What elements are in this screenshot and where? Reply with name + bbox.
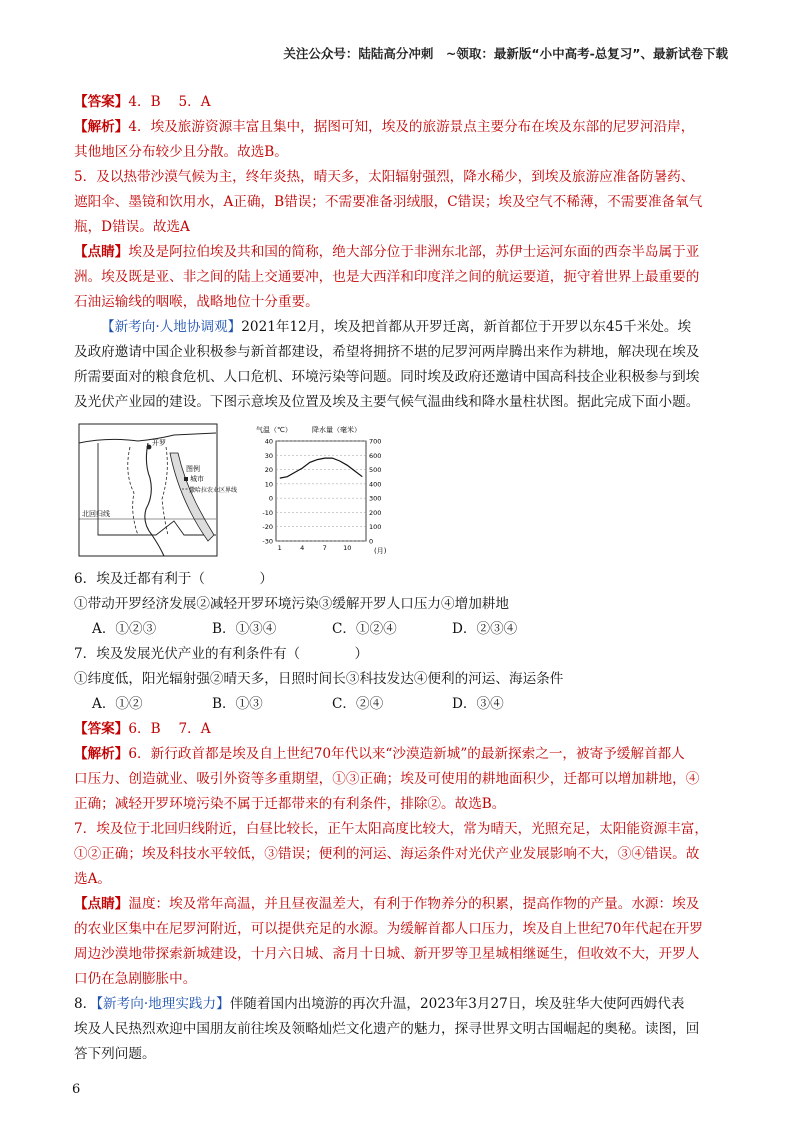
- question-8-line: 答下列问题。: [74, 1046, 156, 1062]
- analysis-line: 瓶，D错误。故选A: [74, 219, 190, 235]
- map-legend-title: 图例: [186, 465, 200, 473]
- left-tick-label: 20: [264, 466, 273, 475]
- option-a[interactable]: A．①②③: [92, 621, 157, 637]
- right-tick-label: 400: [369, 480, 382, 489]
- tip-line: 石油运输线的咽喉，战略地位十分重要。: [74, 294, 319, 310]
- page-number: 6: [72, 1082, 81, 1097]
- tip-line: 的农业区集中在尼罗河附近，可以提供充足的水源。为缓解首都人口压力，埃及自上世纪70年代起在开罗: [74, 921, 704, 937]
- analysis-line: 正确；减轻开罗环境污染不属于迁都带来的有利条件，排除②。故选B。: [74, 796, 506, 812]
- right-tick-label: 300: [369, 494, 382, 503]
- x-tick-label: 7: [322, 544, 327, 552]
- right-tick-label: 600: [369, 451, 382, 460]
- analysis-line: 遮阳伞、墨镜和饮用水，A正确，B错误；不需要准备羽绒服，C错误；埃及空气不稀薄，不需要准备氧气: [74, 194, 703, 210]
- right-tick-label: 700: [369, 437, 382, 446]
- option-d[interactable]: D．②③④: [452, 621, 518, 637]
- option-b[interactable]: B．①③④: [212, 621, 277, 637]
- analysis-line: 【解析】6．新行政首都是埃及自上世纪70年代以来“沙漠造新城”的最新探索之一，被寄予缓解首都人: [74, 746, 685, 762]
- left-tick-label: 10: [264, 480, 273, 489]
- analysis-line: 【解析】4．埃及旅游资源丰富且集中，据图可知，埃及的旅游景点主要分布在埃及东部的尼罗河沿岸，: [74, 119, 695, 135]
- option-a[interactable]: A．①②: [92, 696, 143, 712]
- egypt-map: [78, 423, 238, 557]
- question-7-options: [74, 692, 734, 717]
- tip-line: 口仍在急剧膨胀中。: [74, 971, 197, 987]
- tip-line: 周边沙漠地带探索新城建设，十月六日城、斋月十日城、新开罗等卫星城相继诞生，但收效不大，开罗人: [74, 946, 700, 962]
- left-tick-label: -30: [262, 537, 273, 546]
- question-8-line: 8．【新考向·地理实践力】伴随着国内出境游的再次升温，2023年3月27日，埃及驻华大使阿西姆代表: [74, 996, 685, 1012]
- option-c[interactable]: C．①②④: [332, 621, 397, 637]
- intro-line: 【新考向·人地协调观】2021年12月，埃及把首都从开罗迁离，新首都位于开罗以东45千米处。埃: [101, 319, 692, 335]
- answer-line-2: 【答案】6．B 7．A: [74, 721, 211, 737]
- tip-line: 【点睛】埃及是阿拉伯埃及共和国的简称，绝大部分位于非洲东北部，苏伊士运河东面的西奈半岛属于亚: [74, 244, 700, 260]
- city-marker: [147, 445, 152, 450]
- intro-line: 及光伏产业园的建设。下图示意埃及位置及埃及主要气候气温曲线和降水量柱状图。据此完成下面小题。: [74, 394, 700, 410]
- analysis-line: ①②正确；埃及科技水平较低，③错误；便利的河运、海运条件对光伏产业发展影响不大，③④错误。故: [74, 846, 700, 862]
- left-tick-label: 40: [264, 437, 273, 446]
- left-tick-label: -20: [262, 523, 273, 532]
- tip-line: 【点睛】温度：埃及常年高温，并且昼夜温差大，有利于作物养分的积累，提高作物的产量。水源：埃及: [74, 896, 700, 912]
- map-legend-city: 城市: [190, 475, 204, 483]
- climate-chart: [254, 423, 414, 557]
- climate-ylabel-right: 降水量（毫米）: [312, 426, 361, 434]
- climate-xlabel: (月): [374, 547, 387, 555]
- map-cairo-label: 开罗: [152, 439, 166, 447]
- analysis-line: 口压力、创造就业、吸引外资等多重期望，①③正确；埃及可使用的耕地面积少，迁都可以增加耕地，④: [74, 771, 700, 787]
- figure-row: [74, 423, 734, 563]
- option-b[interactable]: B．①③: [212, 696, 263, 712]
- right-tick-label: 0: [369, 537, 374, 546]
- x-tick-label: 4: [300, 544, 305, 552]
- intro-line: 及政府邀请中国企业积极参与新首都建设，希望将拥挤不堪的尼罗河两岸腾出来作为耕地，解决现在埃及: [74, 344, 700, 360]
- option-c[interactable]: C．②④: [332, 696, 384, 712]
- question-6-statements: ①带动开罗经济发展②减轻开罗环境污染③缓解开罗人口压力④增加耕地: [74, 596, 509, 612]
- x-tick-label: 1: [277, 544, 282, 552]
- map-legend-border: 撒哈拉农业区界线: [189, 487, 238, 494]
- option-d[interactable]: D．③④: [452, 696, 504, 712]
- temperature-line: [280, 458, 363, 478]
- map-tropic-label: 北回归线: [82, 510, 110, 518]
- right-tick-label: 100: [369, 523, 382, 532]
- tip-line: 洲。埃及既是亚、非之间的陆上交通要冲，也是大西洋和印度洋之间的航运要道，扼守着世界上最重要的: [74, 269, 700, 285]
- x-tick-label: 10: [343, 544, 352, 552]
- right-tick-label: 200: [369, 508, 382, 517]
- answer-line-1: 【答案】4．B 5．A: [74, 94, 211, 110]
- question-6-options: [74, 617, 734, 642]
- document-body: [74, 90, 734, 1067]
- page-header: 关注公众号：陆陆高分冲刺 ~领取：最新版“小中高考-总复习”、最新试卷下载: [283, 46, 728, 61]
- analysis-line: 其他地区分布较少且分散。故选B。: [74, 144, 288, 160]
- left-tick-label: 30: [264, 451, 273, 460]
- analysis-line: 5．及以热带沙漠气候为主，终年炎热，晴天多，太阳辐射强烈，降水稀少，到埃及旅游应准备防暑药、: [74, 169, 695, 185]
- question-8-line: 埃及人民热烈欢迎中国朋友前往埃及领略灿烂文化遗产的魅力，探寻世界文明古国崛起的奥秘。读图，回: [74, 1021, 700, 1037]
- chart-frame: [276, 441, 366, 541]
- analysis-line: 7．埃及位于北回归线附近，白昼比较长，正午太阳高度比较大，常为晴天，光照充足，太阳能资源丰富，: [74, 821, 708, 837]
- analysis-line: 选A。: [74, 871, 112, 887]
- climate-ylabel-left: 气温（℃）: [256, 426, 292, 434]
- left-tick-label: -10: [262, 508, 273, 517]
- question-7-statements: ①纬度低，阳光辐射强②晴天多，日照时间长③科技发达④便利的河运、海运条件: [74, 671, 564, 687]
- left-tick-label: 0: [268, 494, 273, 503]
- intro-line: 所需要面对的粮食危机、人口危机、环境污染等问题。同时埃及政府还邀请中国高科技企业积极参与到埃: [74, 369, 700, 385]
- right-tick-label: 500: [369, 466, 382, 475]
- question-7-stem: 7．埃及发展光伏产业的有利条件有（ ）: [74, 646, 369, 662]
- question-6-stem: 6．埃及迁都有利于（ ）: [74, 571, 273, 587]
